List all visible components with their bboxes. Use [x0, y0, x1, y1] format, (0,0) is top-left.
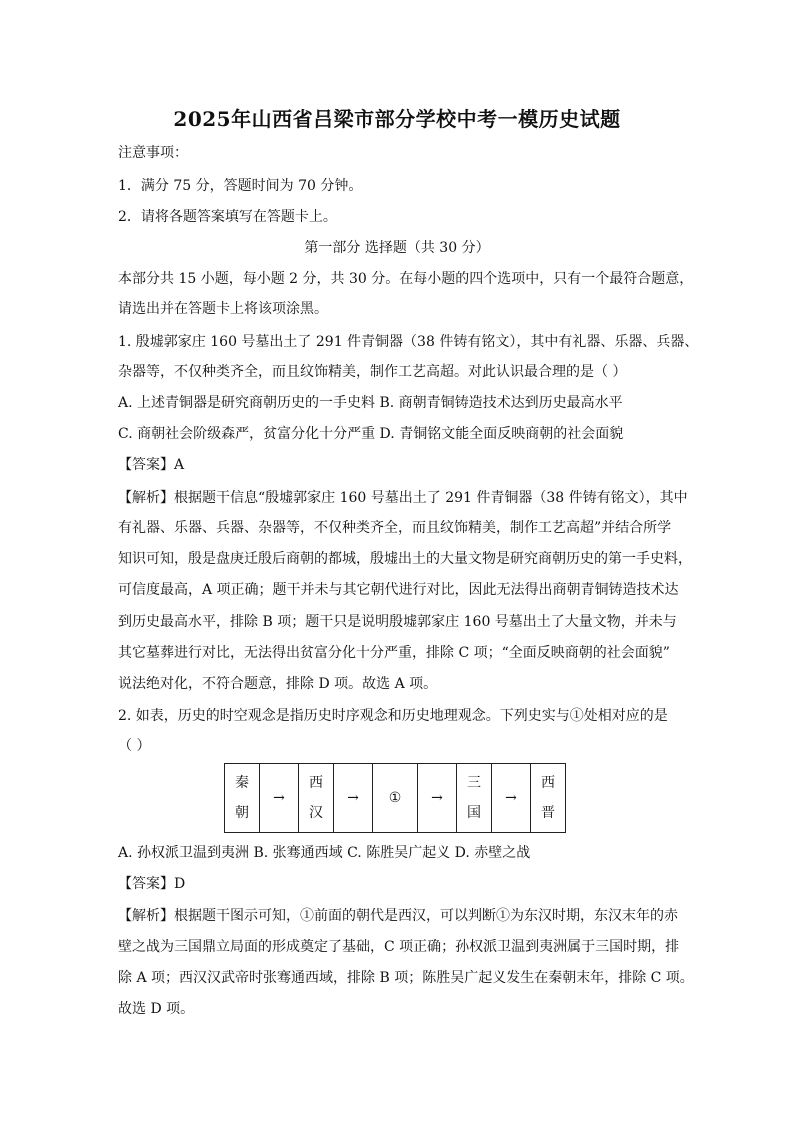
q1-analysis-line-5: 到历史最高水平，排除 B 项；题干只是说明殷墟郭家庄 160 号墓出土了大量文物，并未与: [118, 614, 677, 630]
q1-analysis-line-3: 知识可知，殷是盘庚迁殷后商朝的都城，殷墟出土的大量文物是研究商朝历史的第一手史料，: [118, 551, 692, 567]
q2-answer: 【答案】D: [118, 876, 186, 892]
arrow-cell: →: [334, 764, 373, 833]
cell-blank-1: ①: [373, 764, 418, 833]
q2-analysis-line-2: 壁之战为三国鼎立局面的形成奠定了基础，C 项正确；孙权派卫温到夷洲属于三国时期，排: [118, 939, 680, 955]
q2-analysis-line-4: 故选 D 项。: [118, 1001, 195, 1017]
q1-stem-line-1: 1. 殷墟郭家庄 160 号墓出土了 291 件青铜器（38 件铸有铭文），其中有礼器、乐器、兵器、: [118, 334, 699, 350]
cell-western-jin-char-1: 西: [541, 775, 555, 791]
table-row: [225, 764, 566, 833]
cell-three-kingdoms: [457, 764, 492, 833]
q1-analysis-line-6: 其它墓葬进行对比，无法得出贫富分化十分严重，排除 C 项；“全面反映商朝的社会面貌”: [118, 645, 670, 661]
arrow-cell: →: [492, 764, 531, 833]
q1-analysis-line-7: 说法绝对化，不符合题意，排除 D 项。故选 A 项。: [118, 676, 438, 692]
page-title: 2025年山西省吕梁市部分学校中考一模历史试题: [173, 107, 621, 131]
q2-stem-line-2: （ ）: [118, 738, 151, 754]
part1-intro-line-2: 请选出并在答题卡上将该项涂黑。: [118, 301, 328, 317]
cell-qin: [225, 764, 260, 833]
part1-heading: 第一部分 选择题（共 30 分）: [304, 240, 490, 256]
q2-options: A. 孙权派卫温到夷洲 B. 张骞通西域 C. 陈胜吴广起义 D. 赤壁之战: [118, 845, 531, 861]
dynasty-timeline-table: [224, 763, 566, 833]
q1-stem-line-2: 杂器等，不仅种类齐全，而且纹饰精美，制作工艺高超。对此认识最合理的是（ ）: [118, 364, 627, 380]
cell-western-jin-char-2: 晋: [541, 805, 555, 821]
cell-qin-char-2: 朝: [235, 805, 249, 821]
cell-three-kingdoms-char-2: 国: [467, 805, 481, 821]
arrow-cell: →: [418, 764, 457, 833]
q2-analysis-line-3: 除 A 项；西汉汉武帝时张骞通西域，排除 B 项；陈胜吴广起义发生在秦朝末年，排除 C 项。: [118, 970, 694, 986]
arrow-cell: →: [260, 764, 299, 833]
q1-options-line-2: C. 商朝社会阶级森严，贫富分化十分严重 D. 青铜铭文能全面反映商朝的社会面貌: [118, 426, 624, 442]
q2-stem-line-1: 2. 如表，历史的时空观念是指历史时序观念和历史地理观念。下列史实与①处相对应的是: [118, 708, 668, 724]
q1-answer: 【答案】A: [118, 457, 185, 473]
q2-analysis-line-1: 【解析】根据题干图示可知，①前面的朝代是西汉，可以判断①为东汉时期，东汉末年的赤: [118, 908, 678, 924]
q1-options-line-1: A. 上述青铜器是研究商朝历史的一手史料 B. 商朝青铜铸造技术达到历史最高水平: [118, 395, 623, 411]
notice-item-1: 1．满分 75 分，答题时间为 70 分钟。: [118, 178, 363, 194]
q1-analysis-line-2: 有礼器、乐器、兵器、杂器等，不仅种类齐全，而且纹饰精美，制作工艺高超”并结合所学: [118, 520, 672, 536]
notice-item-2: 2．请将各题答案填写在答题卡上。: [118, 209, 337, 225]
cell-western-jin: [531, 764, 566, 833]
notice-heading: 注意事项：: [118, 145, 188, 161]
cell-qin-char-1: 秦: [235, 775, 249, 791]
cell-western-han-char-1: 西: [309, 775, 323, 791]
cell-three-kingdoms-char-1: 三: [467, 775, 481, 791]
cell-western-han-char-2: 汉: [309, 805, 323, 821]
q1-analysis-line-4: 可信度最高，A 项正确；题干并未与其它朝代进行对比，因此无法得出商朝青铜铸造技术达: [118, 582, 679, 598]
cell-western-han: [299, 764, 334, 833]
q1-analysis-line-1: 【解析】根据题干信息“殷墟郭家庄 160 号墓出土了 291 件青铜器（38 件铸有铭文），其中: [118, 490, 688, 506]
part1-intro-line-1: 本部分共 15 小题，每小题 2 分，共 30 分。在每小题的四个选项中，只有一个最符合题意，: [118, 271, 694, 287]
